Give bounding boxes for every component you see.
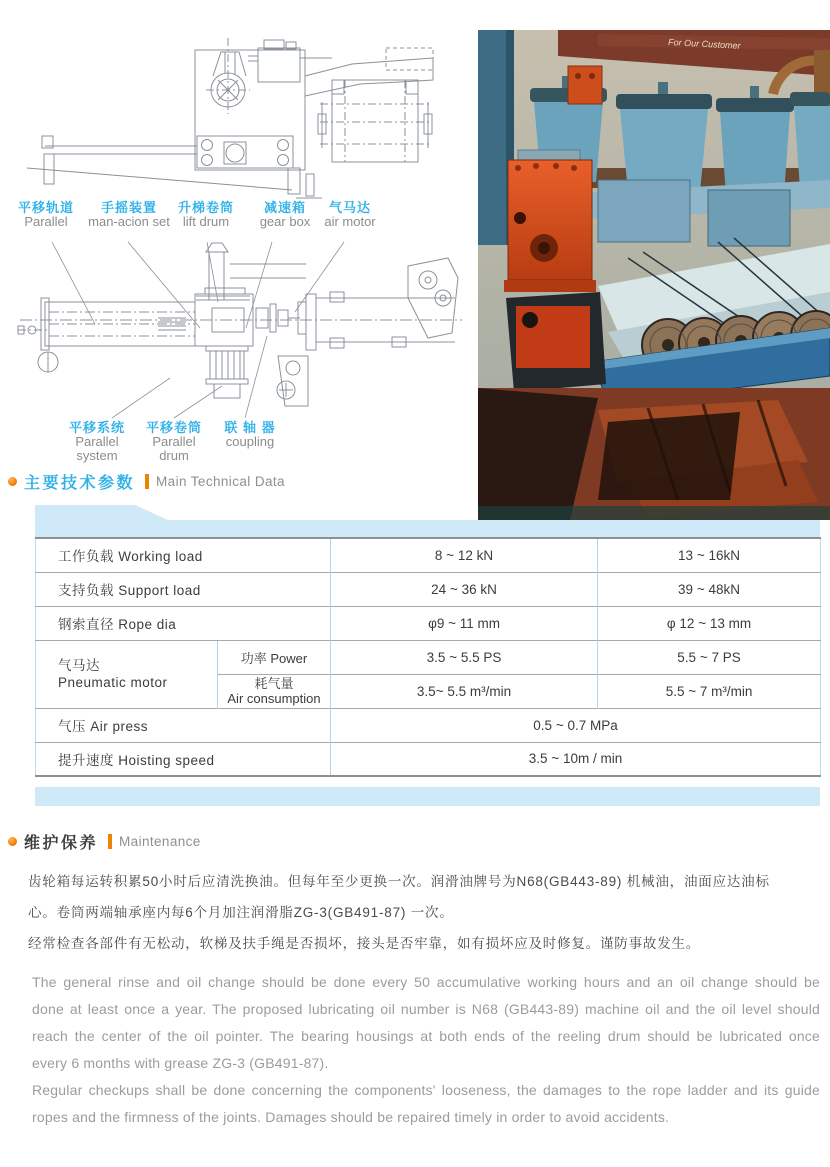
air-consumption-label-zh: 耗气量 xyxy=(254,676,294,691)
rope-dia-v1: φ9 ~ 11 mm xyxy=(331,606,598,640)
label-parallel-system-en: Parallel system xyxy=(75,434,119,463)
working-load-v1: 8 ~ 12 kN xyxy=(331,538,598,572)
maintenance-heading-en: Maintenance xyxy=(119,833,201,849)
photo-banner-text: For Our Customer xyxy=(667,37,741,51)
label-coupling-zh: 联 轴 器 xyxy=(224,420,276,435)
maintenance-zh-line: 经常检查各部件有无松动，软梯及扶手绳是否损坏，接头是否牢靠，如有损坏应及时修复。谨防事故发生。 xyxy=(28,936,701,951)
product-photo xyxy=(478,30,830,520)
label-gear-box xyxy=(250,200,320,229)
pneumatic-motor-label-zh: 气马达 xyxy=(58,658,100,673)
label-parallel-rail-en: Parallel xyxy=(24,214,68,229)
air-consumption-v1: 3.5~ 5.5 m³/min xyxy=(331,674,598,708)
technical-data-heading-zh: 主要技术参数 xyxy=(24,474,136,492)
rope-dia-label: 钢索直径 Rope dia xyxy=(36,606,331,640)
spec-table xyxy=(35,537,821,777)
label-lift-drum-zh: 升梯卷筒 xyxy=(177,200,234,215)
air-press-value: 0.5 ~ 0.7 MPa xyxy=(331,708,821,742)
maintenance-en-line: every 6 months with grease ZG-3 (GB491-87). xyxy=(32,1055,329,1071)
technical-drawing-side-view xyxy=(0,238,470,424)
table-row xyxy=(36,742,821,776)
maintenance-en-line: reach the center of the oil pointer. The bearing housings at both ends of the reeling drum should be lubricated once xyxy=(32,1028,820,1044)
rope-dia-v2: φ 12 ~ 13 mm xyxy=(598,606,821,640)
technical-data-heading-en: Main Technical Data xyxy=(156,473,285,489)
working-load-label: 工作负载 Working load xyxy=(58,549,203,565)
support-load-label: 支持负载 Support load xyxy=(36,572,331,606)
maintenance-zh-line: 齿轮箱每运转积累50小时后应清洗换油。但每年至少更换一次。润滑油牌号为N68(GB443-89) 机械油，油面应达油标 xyxy=(28,874,770,889)
label-lift-drum-en: lift drum xyxy=(182,214,230,229)
support-load-v2: 39 ~ 48kN xyxy=(598,572,821,606)
heading-bar-icon xyxy=(145,474,149,489)
heading-bar-icon xyxy=(108,834,112,849)
working-load-v2: 13 ~ 16kN xyxy=(598,538,821,572)
pneumatic-motor-label-en: Pneumatic motor xyxy=(58,675,168,690)
label-air-motor-en: air motor xyxy=(324,214,376,229)
maintenance-heading-zh: 维护保养 xyxy=(24,834,99,852)
label-coupling-en: coupling xyxy=(225,434,275,449)
label-gear-box-zh: 减速箱 xyxy=(263,200,306,215)
table-row xyxy=(36,572,821,606)
label-manaction-set xyxy=(88,200,170,229)
air-press-label: 气压 Air press xyxy=(36,708,331,742)
power-v1: 3.5 ~ 5.5 PS xyxy=(331,640,598,674)
air-consumption-label xyxy=(218,674,331,708)
label-parallel-rail-zh: 平移轨道 xyxy=(17,200,74,215)
label-gear-box-en: gear box xyxy=(259,214,311,229)
maintenance-en-line: Regular checkups shall be done concerning the components' looseness, the damages to the rope ladder and its guide xyxy=(32,1082,820,1098)
table-row xyxy=(36,538,821,572)
label-parallel-drum xyxy=(138,420,210,463)
table-row xyxy=(36,708,821,742)
power-label: 功率 Power xyxy=(218,640,331,674)
label-manaction-set-zh: 手摇装置 xyxy=(100,200,157,215)
air-consumption-label-en: Air consumption xyxy=(227,691,321,706)
pneumatic-motor-label xyxy=(36,640,218,708)
maintenance-en-line: done at least once a year. The proposed lubricating oil number is N68 (GB443-89) machine oil and the oil level should xyxy=(32,1001,820,1017)
support-load-v1: 24 ~ 36 kN xyxy=(331,572,598,606)
label-parallel-drum-en: Parallel drum xyxy=(152,434,196,463)
maintenance-zh-line: 心。卷筒两端轴承座内每6个月加注润滑脂ZG-3(GB491-87) 一次。 xyxy=(28,905,454,920)
air-consumption-v2: 5.5 ~ 7 m³/min xyxy=(598,674,821,708)
hoisting-speed-value: 3.5 ~ 10m / min xyxy=(331,742,821,776)
power-v2: 5.5 ~ 7 PS xyxy=(598,640,821,674)
label-parallel-system xyxy=(58,420,136,463)
bullet-icon xyxy=(8,477,17,486)
label-parallel-system-zh: 平移系统 xyxy=(68,420,125,435)
label-air-motor xyxy=(318,200,382,229)
maintenance-heading xyxy=(8,831,201,851)
label-air-motor-zh: 气马达 xyxy=(328,200,371,215)
maintenance-en-line: ropes and the firmness of the joints. Damages should be repaired timely in order to avoid accidents. xyxy=(32,1109,670,1125)
label-lift-drum xyxy=(168,200,244,229)
hoisting-speed-label: 提升速度 Hoisting speed xyxy=(36,742,331,776)
technical-data-heading xyxy=(8,471,285,491)
table-row xyxy=(36,606,821,640)
table-top-band xyxy=(35,505,820,537)
technical-drawing-end-view xyxy=(0,18,470,200)
label-coupling xyxy=(212,420,288,449)
label-parallel-drum-zh: 平移卷筒 xyxy=(145,420,202,435)
table-bottom-band xyxy=(35,787,820,806)
bullet-icon xyxy=(8,837,17,846)
maintenance-en-line: The general rinse and oil change should be done every 50 accumulative working hours and an oil change should be xyxy=(32,974,820,990)
table-row xyxy=(36,640,821,674)
label-parallel-rail xyxy=(8,200,84,229)
label-manaction-set-en: man-acion set xyxy=(88,214,170,229)
